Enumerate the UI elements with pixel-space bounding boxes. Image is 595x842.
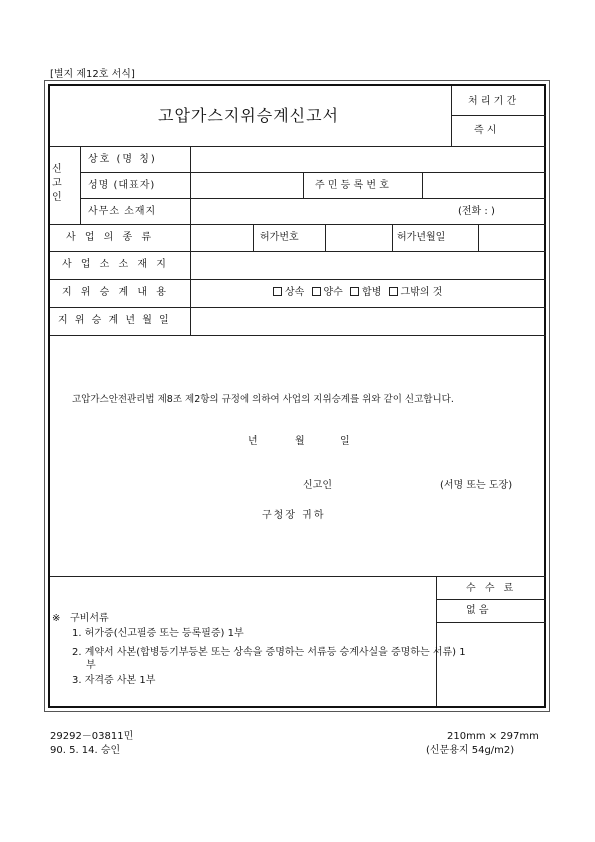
fee-value: 없 음	[466, 605, 489, 616]
footer-right-paper: (신문용지 54g/m2)	[426, 745, 515, 756]
col-line	[325, 224, 326, 251]
name-label: 성명 (대표자)	[88, 180, 156, 191]
option-merger[interactable]: 합병	[350, 287, 381, 298]
document-item-2-cont: 부	[86, 660, 96, 671]
col-line	[303, 172, 304, 198]
office-label: 사무소 소재지	[88, 206, 157, 217]
sign-note: (서명 또는 도장)	[440, 480, 513, 491]
document-item-2: 2. 계약서 사본(합병등기부등본 또는 상속을 증명하는 서류등 승계사실을 증명하는 서류) 1	[72, 647, 466, 658]
row-line	[80, 198, 546, 199]
col-line	[392, 224, 393, 251]
document-item-1: 1. 허가증(신고필증 또는 등록필증) 1부	[72, 628, 244, 639]
succession-options	[273, 287, 442, 299]
processing-label: 처 리 기 간	[468, 96, 517, 107]
applicant-group-label: 신고인	[52, 164, 62, 203]
checkbox-icon	[389, 287, 398, 296]
col-line	[253, 224, 254, 251]
form-title: 고압가스지위승계신고서	[158, 106, 340, 125]
col-line	[190, 146, 191, 335]
addressee: 구청장 귀하	[262, 510, 326, 521]
phone-field[interactable]: (전화 : )	[458, 206, 495, 217]
option-transfer[interactable]: 양수	[312, 287, 343, 298]
processing-value: 즉 시	[474, 125, 497, 136]
date-year: 년	[248, 436, 258, 447]
business-location-label: 사 업 소 소 재 지	[62, 259, 169, 270]
fee-bottom-line	[436, 622, 546, 623]
date-day: 일	[340, 436, 350, 447]
fee-label: 수 수 료	[466, 583, 517, 594]
col-line	[478, 224, 479, 251]
header-mid-line	[451, 115, 546, 116]
document-item-3: 3. 자격증 사본 1부	[72, 675, 156, 686]
documents-mark: ※	[52, 613, 61, 624]
footer-right-size: 210mm × 297mm	[447, 731, 539, 742]
declaration-text: 고압가스안전관리법 제8조 제2항의 규정에 의하여 사업의 지위승계를 위와 같이 신고합니다.	[72, 394, 454, 405]
row-line	[50, 335, 546, 336]
footer-left-date: 90. 5. 14. 승인	[50, 745, 121, 756]
succession-date-label: 지 위 승 계 년 월 일	[58, 315, 171, 326]
permit-date-label: 허가년월일	[397, 232, 446, 243]
signer-label: 신고인	[303, 480, 332, 491]
row-line	[50, 279, 546, 280]
row-line	[50, 146, 546, 147]
permit-no-label: 허가번호	[260, 232, 299, 243]
checkbox-icon	[273, 287, 282, 296]
option-inheritance[interactable]: 상속	[273, 287, 304, 298]
bottom-section-line	[50, 576, 546, 577]
resident-no-label: 주 민 등 록 번 호	[315, 180, 389, 191]
option-other[interactable]: 그밖의 것	[389, 287, 443, 298]
col-line	[422, 172, 423, 198]
row-line	[50, 224, 546, 225]
footer-left-code: 29292－03811민	[50, 731, 134, 742]
business-type-label: 사 업 의 종 류	[66, 232, 155, 243]
row-line	[50, 307, 546, 308]
row-line	[80, 172, 546, 173]
checkbox-icon	[350, 287, 359, 296]
form-code: [별지 제12호 서식]	[50, 69, 135, 80]
fee-divider	[436, 576, 437, 706]
date-month: 월	[295, 436, 305, 447]
header-divider	[451, 86, 452, 146]
documents-heading: 구비서류	[70, 613, 109, 624]
succession-content-label: 지 위 승 계 내 용	[62, 287, 169, 298]
col-line	[80, 146, 81, 224]
checkbox-icon	[312, 287, 321, 296]
company-label: 상호 (명 칭)	[88, 154, 157, 165]
fee-line	[436, 599, 546, 600]
row-line	[50, 251, 546, 252]
